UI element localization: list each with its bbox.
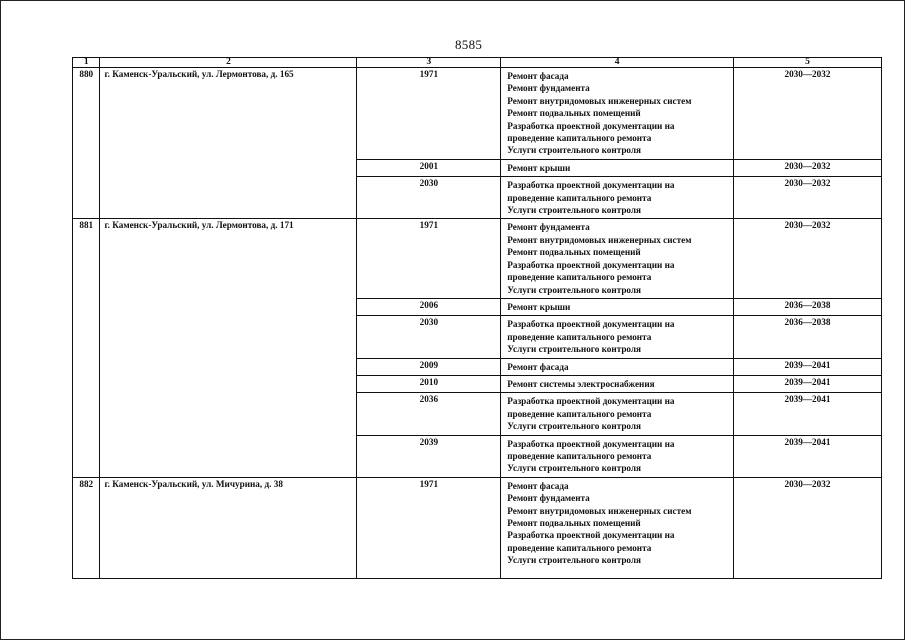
work-item: Услуги строительного контроля [507, 463, 642, 474]
work-item: Ремонт подвальных помещений [507, 108, 641, 119]
construction-year: 2009 [357, 358, 501, 375]
planned-period: 2030—2032 [733, 68, 881, 160]
building-address: г. Каменск-Уральский, ул. Мичурина, д. 38 [100, 477, 357, 578]
entry-number: 880 [73, 68, 100, 219]
repair-schedule-table [72, 57, 882, 579]
work-item: Ремонт крыши [507, 162, 571, 173]
work-item: Ремонт фасада [507, 480, 569, 491]
works-cell [501, 375, 734, 392]
works-cell [501, 68, 734, 160]
works-list [505, 436, 729, 477]
column-header: 3 [357, 58, 501, 68]
work-item: Ремонт крыши [507, 301, 571, 312]
construction-year: 1971 [357, 477, 501, 578]
works-list [505, 376, 729, 392]
work-item: Ремонт фундамента [507, 222, 590, 233]
work-item: Услуги строительного контроля [507, 421, 642, 432]
work-item: Услуги строительного контроля [507, 284, 642, 295]
planned-period: 2039—2041 [733, 435, 881, 477]
work-item: Разработка проектной документации на проведение капитального ремонта [507, 259, 675, 283]
work-item: Услуги строительного контроля [507, 555, 642, 566]
column-header: 4 [501, 58, 734, 68]
works-list [505, 299, 729, 315]
works-cell [501, 358, 734, 375]
construction-year: 2039 [357, 435, 501, 477]
work-item: Ремонт фундамента [507, 83, 590, 94]
planned-period: 2036—2038 [733, 316, 881, 358]
column-header: 5 [733, 58, 881, 68]
planned-period: 2036—2038 [733, 298, 881, 315]
work-item: Услуги строительного контроля [507, 205, 642, 216]
work-item: Ремонт фасада [507, 361, 569, 372]
page-number: 8585 [455, 37, 483, 52]
construction-year: 2010 [357, 375, 501, 392]
header-row [73, 58, 882, 68]
works-list [505, 359, 729, 375]
works-cell [501, 477, 734, 578]
work-item: Разработка проектной документации на проведение капитального ремонта [507, 180, 675, 203]
works-cell [501, 393, 734, 435]
works-cell [501, 177, 734, 219]
construction-year: 2006 [357, 298, 501, 315]
planned-period: 2030—2032 [733, 219, 881, 298]
work-item: Ремонт внутридомовых инженерных систем [507, 505, 692, 516]
table-row [73, 219, 882, 298]
table-row [73, 68, 882, 160]
construction-year: 1971 [357, 68, 501, 160]
building-address: г. Каменск-Уральский, ул. Лермонтова, д. 165 [100, 68, 357, 219]
planned-period: 2039—2041 [733, 393, 881, 435]
construction-year: 2036 [357, 393, 501, 435]
works-cell [501, 316, 734, 358]
table-body [73, 68, 882, 579]
work-item: Разработка проектной документации на проведение капитального ремонта [507, 438, 675, 461]
work-item: Разработка проектной документации на проведение капитального ремонта [507, 530, 675, 553]
work-item: Ремонт подвальных помещений [507, 247, 641, 258]
construction-year: 2001 [357, 159, 501, 176]
work-item: Ремонт системы электроснабжения [507, 378, 655, 389]
works-list [505, 177, 729, 218]
planned-period: 2039—2041 [733, 358, 881, 375]
works-cell [501, 298, 734, 315]
work-item: Услуги строительного контроля [507, 145, 642, 156]
work-item: Разработка проектной документации на проведение капитального ремонта [507, 396, 675, 419]
work-item: Разработка проектной документации на проведение капитального ремонта [507, 319, 675, 342]
work-item: Ремонт фундамента [507, 493, 590, 504]
column-header: 2 [100, 58, 357, 68]
work-item: Ремонт внутридомовых инженерных систем [507, 95, 692, 106]
works-list [505, 316, 729, 357]
works-list [505, 68, 729, 159]
works-cell [501, 435, 734, 477]
work-item: Разработка проектной документации на проведение капитального ремонта [507, 120, 675, 144]
construction-year: 1971 [357, 219, 501, 298]
column-header: 1 [73, 58, 100, 68]
planned-period: 2030—2032 [733, 477, 881, 578]
work-item: Услуги строительного контроля [507, 344, 642, 355]
works-cell [501, 219, 734, 298]
works-list [505, 478, 729, 569]
works-list [505, 393, 729, 434]
work-item: Ремонт внутридомовых инженерных систем [507, 234, 692, 245]
planned-period: 2039—2041 [733, 375, 881, 392]
construction-year: 2030 [357, 177, 501, 219]
work-item: Ремонт подвальных помещений [507, 518, 641, 528]
planned-period: 2030—2032 [733, 177, 881, 219]
entry-number: 882 [73, 477, 100, 578]
works-cell [501, 159, 734, 176]
building-address: г. Каменск-Уральский, ул. Лермонтова, д. 171 [100, 219, 357, 477]
planned-period: 2030—2032 [733, 159, 881, 176]
entry-number: 881 [73, 219, 100, 477]
works-list [505, 160, 729, 176]
construction-year: 2030 [357, 316, 501, 358]
works-list [505, 219, 729, 297]
work-item: Ремонт фасада [507, 71, 569, 81]
table-row [73, 477, 882, 578]
